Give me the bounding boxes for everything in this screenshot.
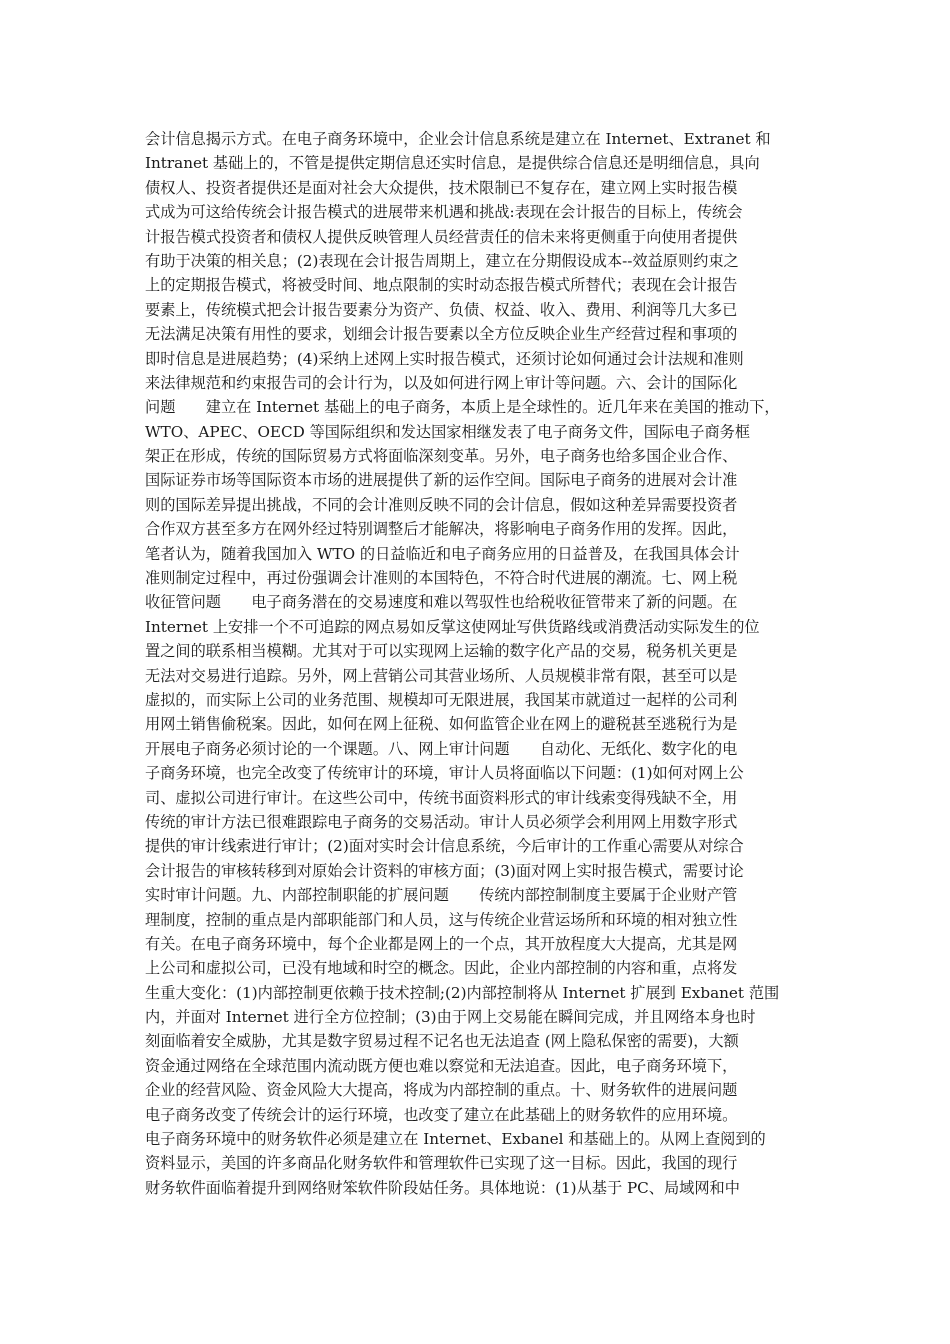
text-line: 无法满足决策有用性的要求，划细会计报告要素以全方位反映企业生产经营过程和事项的 bbox=[145, 325, 738, 344]
text-line: 则的国际差异提出挑战，不同的会计准则反映不同的会计信息，假如这种差异需要投资者 bbox=[145, 495, 738, 514]
text-line: 债权人、投资者提供还是面对社会大众提供，技术限制已不复存在，建立网上实时报告模 bbox=[145, 178, 738, 197]
body-text bbox=[145, 127, 810, 1200]
text-line: 计报告模式投资者和债权人提供反映管理人员经营责任的信未来将更侧重于向使用者提供 bbox=[145, 227, 738, 246]
text-line: 提供的审计线索进行审计；(2)面对实时会计信息系统，今后审计的工作重心需要从对综合 bbox=[145, 837, 744, 856]
text-line: 生重大变化：(1)内部控制更依赖于技术控制;(2)内部控制将从 Internet 扩展到 Exbanet 范围 bbox=[145, 983, 780, 1002]
text-line: 上的定期报告模式，将被受时间、地点限制的实时动态报告模式所替代；表现在会计报告 bbox=[145, 276, 738, 295]
text-line: 资金通过网络在全球范围内流动既方便也难以察觉和无法追查。因此，电子商务环境下， bbox=[145, 1056, 738, 1075]
text-line: 来法律规范和约束报告司的会计行为，以及如何进行网上审计等问题。六、会计的国际化 bbox=[145, 373, 738, 392]
text-line: 有关。在电子商务环境中，每个企业都是网上的一个点，其开放程度大大提高，尤其是网 bbox=[145, 934, 738, 953]
text-line: 准则制定过程中，再过份强调会计准则的本国特色，不符合时代进展的潮流。七、网上税 bbox=[145, 569, 738, 588]
text-line: 合作双方甚至多方在网外经过特别调整后才能解决，将影响电子商务作用的发挥。因此， bbox=[145, 520, 738, 539]
text-line: 理制度，控制的重点是内部职能部门和人员，这与传统企业营运场所和环境的相对独立性 bbox=[145, 910, 738, 929]
text-line: 财务软件面临着提升到网络财笨软件阶段姑任务。具体地说：(1)从基于 PC、局域网和中 bbox=[145, 1178, 740, 1197]
text-line: 式成为可这给传统会计报告模式的进展带来机遇和挑战:表现在会计报告的目标上，传统会 bbox=[145, 203, 743, 222]
text-line: 要素上，传统模式把会计报告要素分为资产、负债、权益、收入、费用、利润等几大多已 bbox=[145, 300, 738, 319]
text-line: 电子商务环境中的财务软件必须是建立在 Internet、Exbanel 和基础上的。从网上查阅到的 bbox=[145, 1130, 766, 1149]
text-line: 子商务环境，也完全改变了传统审计的环境，审计人员将面临以下问题：(1)如何对网上公 bbox=[145, 764, 744, 783]
text-line: 会计报告的审核转移到对原始会计资料的审核方面；(3)面对网上实时报告模式，需要讨论 bbox=[145, 861, 744, 880]
text-line: 国际证券市场等国际资本市场的进展提供了新的运作空间。国际电子商务的进展对会计准 bbox=[145, 471, 738, 490]
text-line: WTO、APEC、OECD 等国际组织和发达国家相继发表了电子商务文件，国际电子商务框 bbox=[145, 422, 751, 441]
text-line: 笔者认为，随着我国加入 WTO 的日益临近和电子商务应用的日益普及，在我国具体会计 bbox=[145, 544, 740, 563]
text-line: 传统的审计方法已很难跟踪电子商务的交易活动。审计人员必须学会利用网上用数字形式 bbox=[145, 812, 738, 831]
text-line: 收征管问题 电子商务潜在的交易速度和难以驾驭性也给税收征管带来了新的问题。在 bbox=[145, 593, 738, 612]
text-line: 上公司和虚拟公司，已没有地域和时空的概念。因此，企业内部控制的内容和重，点将发 bbox=[145, 959, 738, 978]
text-line: 有助于决策的相关息；(2)表现在会计报告周期上，建立在分期假设成本--效益原则约束之 bbox=[145, 251, 739, 270]
text-line: 虚拟的，而实际上公司的业务范围、规模却可无限进展，我国某市就道过一起样的公司利 bbox=[145, 690, 738, 709]
text-line: 实时审计问题。九、内部控制职能的扩展问题 传统内部控制制度主要属于企业财产管 bbox=[145, 886, 738, 905]
text-line: 刻面临着安全威胁，尤其是数字贸易过程不记名也无法追查 (网上隐私保密的需要)，大额 bbox=[145, 1032, 739, 1051]
text-line: 置之间的联系相当模糊。尤其对于可以实现网上运输的数字化产品的交易，税务机关更是 bbox=[145, 642, 738, 661]
text-line: 会计信息揭示方式。在电子商务环境中，企业会计信息系统是建立在 Internet、Extranet 和 bbox=[145, 130, 771, 148]
text-line: 即时信息是进展趋势；(4)采纳上述网上实时报告模式，还须讨论如何通过会计法规和准则 bbox=[145, 349, 744, 368]
text-line: Intranet 基础上的，不管是提供定期信息还实时信息，是提供综合信息还是明细信息，具向 bbox=[145, 154, 760, 173]
text-line: 开展电子商务必须讨论的一个课题。八、网上审计问题 自动化、无纸化、数字化的电 bbox=[145, 739, 738, 758]
text-line: 电子商务改变了传统会计的运行环境，也改变了建立在此基础上的财务软件的应用环境。 bbox=[145, 1105, 738, 1124]
text-line: 司、虚拟公司进行审计。在这些公司中，传统书面资料形式的审计线索变得残缺不全，用 bbox=[145, 788, 738, 807]
text-line: 资料显示，美国的许多商品化财务软件和管理软件已实现了这一目标。因此，我国的现行 bbox=[145, 1154, 738, 1173]
text-line: 内，并面对 Internet 进行全方位控制；(3)由于网上交易能在瞬间完成，并且网络本身也时 bbox=[145, 1008, 756, 1027]
text-line: 架正在形成，传统的国际贸易方式将面临深刻变革。另外，电子商务也给多国企业合作、 bbox=[145, 447, 738, 466]
text-line: 企业的经营风险、资金风险大大提高，将成为内部控制的重点。十、财务软件的进展问题 bbox=[145, 1081, 738, 1100]
text-line: 问题 建立在 Internet 基础上的电子商务，本质上是全球性的。近几年来在美国的推动下， bbox=[145, 398, 780, 417]
text-line: 无法对交易进行追踪。另外，网上营销公司其营业场所、人员规模非常有限，甚至可以是 bbox=[145, 666, 738, 685]
text-line: Internet 上安排一个不可追踪的网点易如反掌这使网址写供货路线或消费活动实际发生的位 bbox=[145, 617, 760, 636]
text-line: 用网土销售偷税案。因此，如何在网上征税、如何监管企业在网上的避税甚至逃税行为是 bbox=[145, 715, 738, 734]
